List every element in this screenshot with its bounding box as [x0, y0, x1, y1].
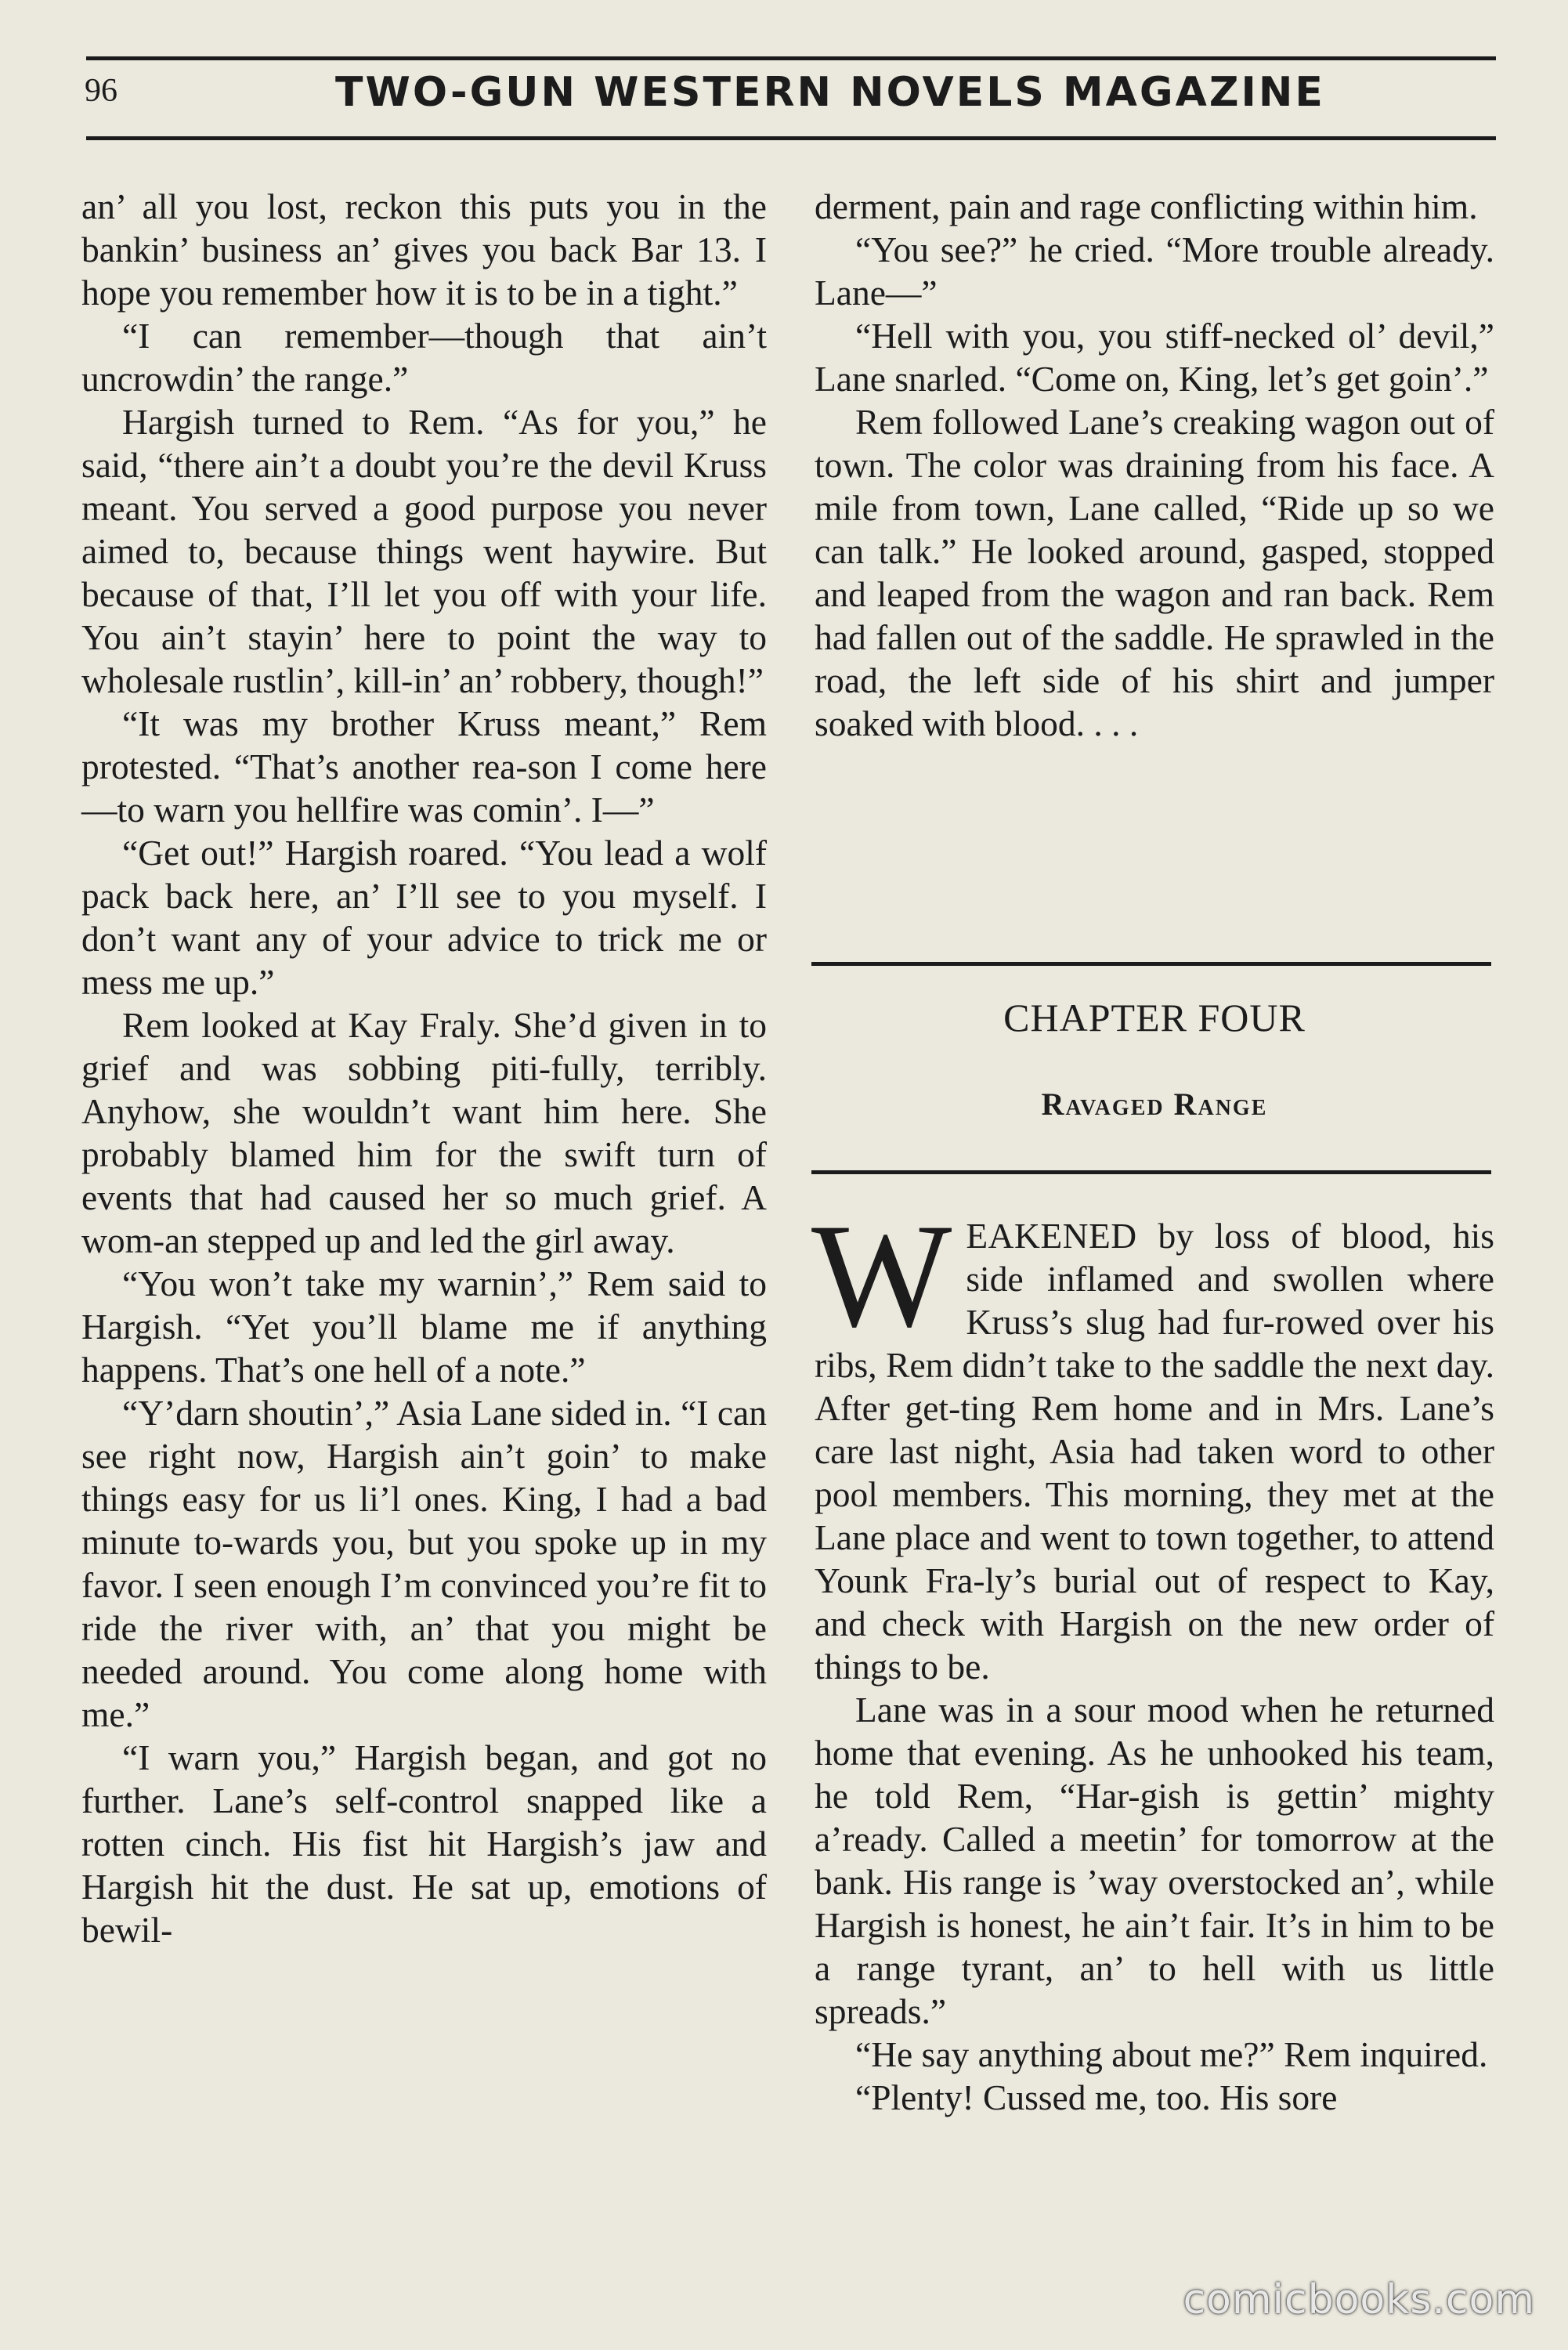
- drop-cap: W: [811, 1194, 952, 1358]
- paragraph: “I can remember—though that ain’t uncrowdin’ the range.”: [81, 316, 767, 399]
- header-rule-bottom: [86, 136, 1496, 140]
- paragraph: Hargish turned to Rem. “As for you,” he said, “there ain’t a doubt you’re the devil Kruss meant. You served a good purpose you never aimed to, because things went haywire. But because of that, I’ll let you off with your life. You ain’t stayin’ here to point the way to wholesale rustlin’, kill-in’ an’ robbery, though!”: [81, 402, 767, 700]
- left-column: [81, 185, 767, 1951]
- paragraph: an’ all you lost, reckon this puts you in the bankin’ business an’ gives you back Bar 13. I hope you remember how it is to be in a tight.”: [81, 186, 767, 313]
- paragraph: Rem followed Lane’s creaking wagon out of town. The color was draining from his face. A mile from town, Lane called, “Ride up so we can talk.” He looked around, gasped, stopped and leaped from the wagon and ran back. Rem had fallen out of the saddle. He sprawled in the road, the left side of his shirt and jumper soaked with blood. . . .: [815, 402, 1494, 743]
- chapter-subtitle: Ravaged Range: [1041, 1086, 1268, 1122]
- paragraph: “It was my brother Kruss meant,” Rem protested. “That’s another rea-son I come here—to warn you hellfire was comin’. I—”: [81, 703, 767, 830]
- paragraph: “Plenty! Cussed me, too. His sore: [855, 2077, 1338, 2117]
- paragraph: “Get out!” Hargish roared. “You lead a wolf pack back here, an’ I’ll see to you myself. I don’t want any of your advice to trick me or mess me up.”: [81, 833, 767, 1002]
- right-column-bottom: [811, 1194, 1494, 2119]
- chapter-title: CHAPTER FOUR: [1003, 996, 1306, 1039]
- paragraph: “I warn you,” Hargish began, and got no further. Lane’s self-control snapped like a rotten cinch. His fist hit Hargish’s jaw and Hargish hit the dust. He sat up, emotions of bewil-: [81, 1737, 767, 1950]
- paragraph: “You won’t take my warnin’,” Rem said to Hargish. “Yet you’ll blame me if anything happens. That’s one hell of a note.”: [81, 1264, 767, 1390]
- header-rule-top: [86, 56, 1496, 60]
- paragraph-opening: [811, 1194, 1494, 1688]
- right-column-top: [815, 185, 1494, 745]
- running-head: TWO-GUN WESTERN NOVELS MAGAZINE: [335, 69, 1325, 116]
- paragraph: derment, pain and rage conflicting within him.: [815, 186, 1478, 226]
- paragraph: “Hell with you, you stiff-necked ol’ devil,” Lane snarled. “Come on, King, let’s get goin’.”: [815, 316, 1494, 399]
- chapter-rule-bottom: [811, 1170, 1491, 1174]
- paragraph: “Y’darn shoutin’,” Asia Lane sided in. “I can see right now, Hargish ain’t goin’ to make things easy for us li’l ones. King, I had a bad minute to-wards you, but you spoke up in my favor. I seen enough I’m convinced you’re fit to ride the river with, an’ that you might be needed around. You come along home with me.”: [81, 1393, 767, 1734]
- paragraph: “He say anything about me?” Rem inquired.: [855, 2034, 1488, 2074]
- chapter-rule-top: [811, 962, 1491, 966]
- paragraph: Lane was in a sour mood when he returned home that evening. As he unhooked his team, he told Rem, “Har-gish is gettin’ mighty a’ready. Called a meetin’ for tomorrow at the bank. His range is ’way overstocked an’, while Hargish is honest, he ain’t fair. It’s in him to be a range tyrant, an’ to hell with us little spreads.”: [815, 1690, 1494, 2031]
- watermark: comicbooks.com: [1183, 2276, 1535, 2323]
- opening-text: by loss of blood, his side inflamed and swollen where Kruss’s slug had fur-rowed over his ribs, Rem didn’t take to the saddle the next day. After get-ting Rem home and in Mrs. Lane’s care last night, Asia had taken word to other pool members. This morning, they met at the Lane place and went to town together, to attend Younk Fra-ly’s burial out of respect to Kay, and check with Hargish on the new order of things to be.: [815, 1216, 1494, 1687]
- page-number: 96: [85, 73, 117, 109]
- paragraph: Rem looked at Kay Fraly. She’d given in to grief and was sobbing piti-fully, terribly. Anyhow, she wouldn’t want him here. She probably blamed him for the swift turn of events that had caused her so much grief. A wom-an stepped up and led the girl away.: [81, 1005, 767, 1260]
- lead-caps: EAKENED: [966, 1216, 1137, 1256]
- paragraph: “You see?” he cried. “More trouble already. Lane—”: [815, 230, 1494, 313]
